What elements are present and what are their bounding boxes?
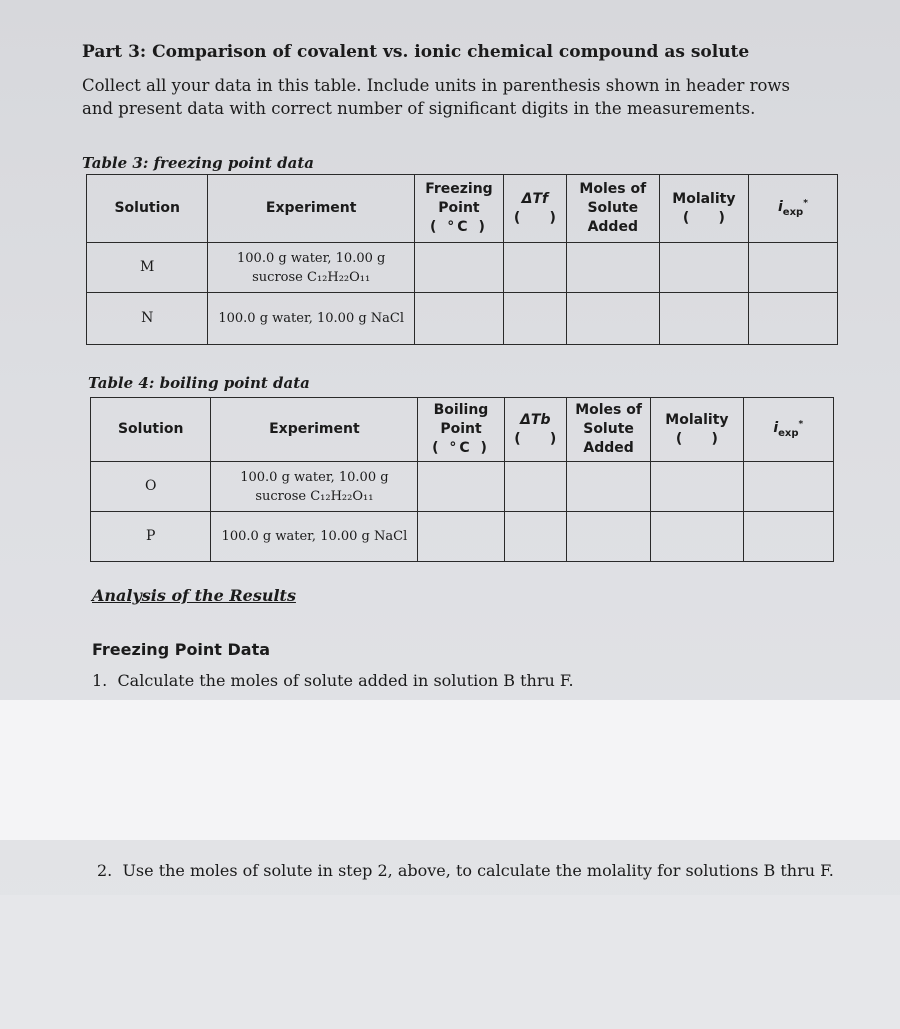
- answer-cell[interactable]: [743, 462, 833, 512]
- part-title: Part 3: Comparison of covalent vs. ionic chemical compound as solute: [82, 42, 750, 62]
- table4-header-experiment: Experiment: [211, 398, 418, 462]
- table3-row-m-exp-line2: sucrose C₁₂H₂₂O₁₁: [252, 269, 371, 285]
- table4-iexp-sup: *: [798, 419, 804, 430]
- redacted-area: [0, 700, 900, 840]
- analysis-heading: Analysis of the Results: [92, 586, 296, 605]
- table3-row-n-experiment: 100.0 g water, 10.00 g NaCl: [208, 293, 414, 345]
- table4-caption: Table 4: boiling point data: [88, 374, 310, 392]
- table4-row-p-solution: P: [91, 512, 211, 562]
- table3-header-row: [87, 175, 838, 243]
- table4-molality-label: Molality: [665, 411, 729, 428]
- table4-point-line2: Point: [440, 421, 482, 437]
- answer-cell[interactable]: [748, 243, 837, 293]
- table3-moles-line3: Added: [587, 219, 638, 235]
- table3-iexp-sub: exp: [782, 207, 804, 219]
- table-row: [87, 293, 838, 345]
- table4-point-line1: Boiling: [433, 402, 489, 418]
- answer-cell[interactable]: [566, 512, 650, 562]
- table3-moles-line1: Moles of: [579, 181, 647, 197]
- table4-point-unit: ( °C ): [432, 440, 490, 456]
- redacted-area-bottom: [0, 895, 900, 1029]
- table3-delta-label: ΔTf: [521, 190, 549, 207]
- table4-row-o-exp-line2: sucrose C₁₂H₂₂O₁₁: [255, 488, 374, 504]
- table3-header-point: [414, 175, 503, 243]
- table-row: [87, 243, 838, 293]
- answer-cell[interactable]: [504, 512, 566, 562]
- table4-header-point: [418, 398, 504, 462]
- table3-delta-unit: ( ): [513, 209, 556, 226]
- table3-iexp-symbol: i: [777, 199, 783, 216]
- table3-point-line2: Point: [438, 200, 480, 216]
- table3-point-unit: ( °C ): [430, 219, 488, 235]
- table4-header-iexp: [743, 398, 833, 462]
- table4-molality-unit: ( ): [675, 430, 718, 447]
- answer-cell[interactable]: [748, 293, 837, 345]
- table4-delta-label: ΔTb: [520, 411, 551, 428]
- table3-iexp-sup: *: [803, 198, 808, 209]
- question-2: 2. Use the moles of solute in step 2, above, to calculate the molality for solutions B thru F.: [97, 861, 834, 880]
- table4-header-moles: [566, 398, 650, 462]
- table4-moles-line3: Added: [583, 440, 634, 456]
- answer-cell[interactable]: [503, 293, 566, 345]
- instructions: Collect all your data in this table. Include units in parenthesis shown in header rows and present data with correct number of significant digits in the measurements.: [82, 76, 791, 118]
- table-row: [91, 512, 834, 562]
- table4-moles-line1: Moles of: [575, 402, 642, 418]
- answer-cell[interactable]: [743, 512, 833, 562]
- table3-row-m-experiment: [208, 243, 414, 293]
- answer-cell[interactable]: [414, 293, 503, 345]
- answer-cell[interactable]: [651, 462, 743, 512]
- freezing-point-table: [86, 174, 838, 345]
- table4-row-o-experiment: [211, 462, 418, 512]
- table4-iexp-sub: exp: [778, 428, 799, 440]
- table4-header-row: [91, 398, 834, 462]
- table3-caption: Table 3: freezing point data: [82, 154, 314, 172]
- freezing-point-data-heading: Freezing Point Data: [92, 640, 271, 659]
- table3-header-iexp: [748, 175, 837, 243]
- table4-iexp-symbol: i: [773, 420, 779, 437]
- table4-header-solution: Solution: [91, 398, 211, 462]
- table3-header-experiment: Experiment: [208, 175, 414, 243]
- table4-header-molality: [651, 398, 743, 462]
- table4-delta-unit: ( ): [514, 430, 557, 447]
- answer-cell[interactable]: [418, 462, 504, 512]
- table3-header-solution: Solution: [87, 175, 208, 243]
- boiling-point-table: [90, 397, 834, 562]
- answer-cell[interactable]: [503, 243, 566, 293]
- table3-point-line1: Freezing: [425, 181, 493, 197]
- table3-header-delta: [503, 175, 566, 243]
- answer-cell[interactable]: [566, 293, 659, 345]
- answer-cell[interactable]: [566, 462, 650, 512]
- table4-row-o-exp-line1: 100.0 g water, 10.00 g: [240, 469, 389, 485]
- table3-row-n-solution: N: [87, 293, 208, 345]
- answer-cell[interactable]: [659, 243, 748, 293]
- table3-molality-label: Molality: [672, 190, 736, 207]
- question-1: 1. Calculate the moles of solute added in solution B thru F.: [92, 671, 574, 690]
- answer-cell[interactable]: [414, 243, 503, 293]
- answer-cell[interactable]: [651, 512, 743, 562]
- table4-row-o-solution: O: [91, 462, 211, 512]
- answer-cell[interactable]: [659, 293, 748, 345]
- table3-header-molality: [659, 175, 748, 243]
- table3-moles-line2: Solute: [587, 200, 639, 216]
- answer-cell[interactable]: [566, 243, 659, 293]
- table-row: [91, 462, 834, 512]
- table4-moles-line2: Solute: [583, 421, 634, 437]
- table4-row-p-experiment: 100.0 g water, 10.00 g NaCl: [211, 512, 418, 562]
- answer-cell[interactable]: [504, 462, 566, 512]
- table3-molality-unit: ( ): [682, 209, 725, 226]
- table3-header-moles: [566, 175, 659, 243]
- answer-cell[interactable]: [418, 512, 504, 562]
- table3-row-m-solution: M: [87, 243, 208, 293]
- table4-header-delta: [504, 398, 566, 462]
- table3-row-m-exp-line1: 100.0 g water, 10.00 g: [237, 250, 386, 266]
